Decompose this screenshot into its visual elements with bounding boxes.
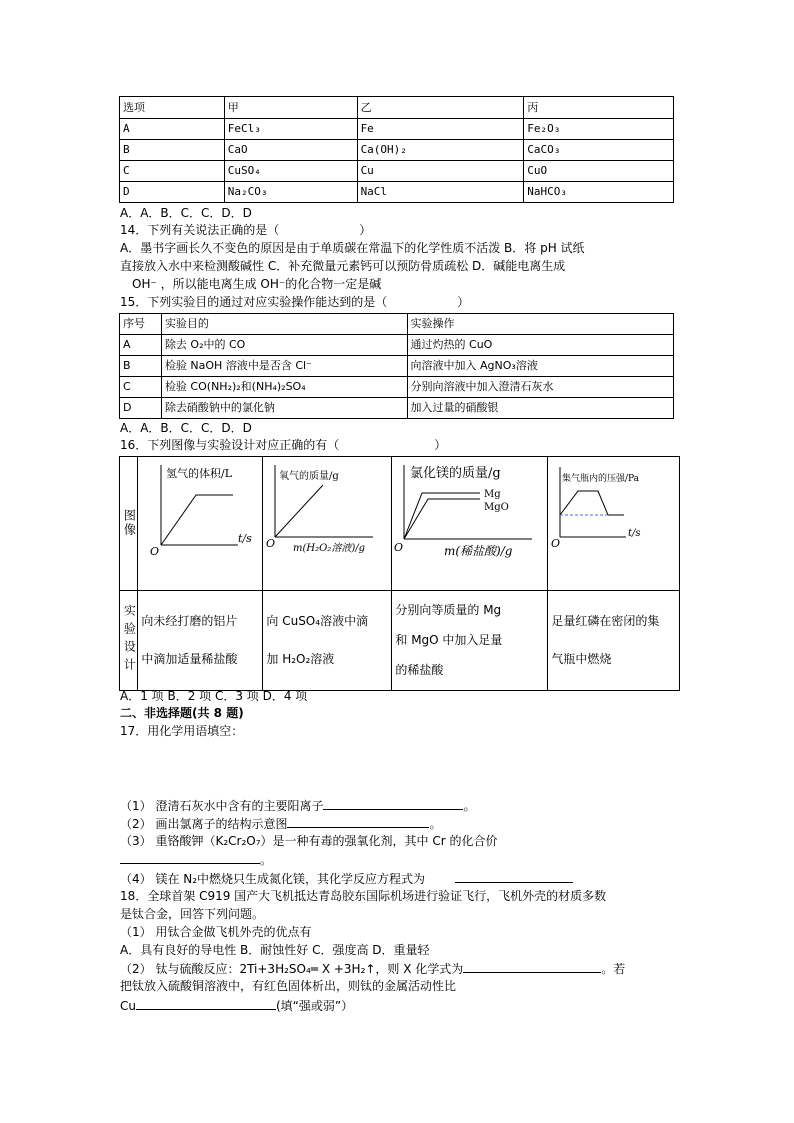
header-cell: 序号 [120, 314, 162, 335]
table-cell: 向溶液中加入 AgNO₃溶液 [407, 356, 673, 377]
design-cell-1 [138, 590, 263, 690]
design-text: 向未经打磨的铝片 [141, 614, 238, 629]
table-cell: A [120, 119, 225, 140]
design-text: 足量红磷在密闭的集 [551, 614, 660, 629]
header-cell: 甲 [224, 97, 357, 119]
q18-cu: Cu [120, 999, 136, 1013]
table-row [120, 161, 674, 182]
table-row [120, 377, 674, 398]
design-text: 中滴加适量稀盐酸 [141, 652, 238, 667]
section-heading: 二、非选择题(共 8 题) [120, 706, 244, 720]
answer-blank[interactable] [323, 797, 463, 810]
answer-blank[interactable] [120, 851, 260, 864]
header-cell: 乙 [357, 97, 524, 119]
graph-3 [392, 457, 547, 585]
answer-blank[interactable] [463, 960, 601, 973]
graph-4 [548, 457, 679, 585]
table-cell: FeCl₃ [224, 119, 357, 140]
period: 。 [429, 817, 442, 831]
q16-options: A．1 项 B．2 项 C．3 项 D．4 项 [120, 689, 308, 703]
table-cell: NaCl [357, 182, 524, 203]
table-cell: 除去硝酸钠中的氯化钠 [161, 398, 407, 419]
graph-row [120, 457, 680, 591]
q17-part3-answer [120, 851, 680, 869]
header-cell: 选项 [120, 97, 225, 119]
period: 。 [260, 853, 273, 867]
q17-part1-text: （1） 澄清石灰水中含有的主要阳离子 [120, 799, 324, 813]
q17-part3: （3） 重铬酸钾（K₂Cr₂O₇）是一种有毒的强氧化剂，其中 Cr 的化合价 [120, 834, 498, 848]
q16-table [119, 456, 680, 691]
q17-stem: 17．用化学用语填空： [120, 724, 244, 738]
table-row [120, 335, 674, 356]
series-label-mgo: MgO [484, 502, 510, 513]
table-header-row [120, 97, 674, 119]
q18-part1-options: A．具有良好的导电性 B．耐蚀性好 C．强度高 D．重量轻 [120, 943, 430, 957]
q15-stem [120, 294, 680, 311]
q17-part2-text: （2） 画出氯离子的结构示意图 [120, 817, 288, 831]
table-cell: CaCO₃ [524, 140, 674, 161]
x-label: t/s [628, 528, 641, 539]
q14-line1: A．墨书字画长久不变色的原因是由于单质碳在常温下的化学性质不活泼 B．将 pH 试纸 [120, 241, 585, 255]
origin-label: O [266, 537, 276, 550]
graph-cell-2 [263, 457, 392, 591]
q13-options: A．A．B．C．C．D．D [120, 206, 252, 220]
answer-blank[interactable] [287, 815, 429, 828]
table-cell: Fe₂O₃ [524, 119, 674, 140]
table-cell: 分别向溶液中加入澄清石灰水 [407, 377, 673, 398]
y-label: 氧气的质量/g [279, 471, 340, 482]
row-label-graph: 图像 [120, 457, 138, 591]
series-label-mg: Mg [484, 489, 502, 500]
table-cell: 检验 CO(NH₂)₂和(NH₄)₂SO₄ [161, 377, 407, 398]
graph-cell-3 [392, 457, 548, 591]
q18-part2-line2: 把钛放入硫酸铜溶液中，有红色固体析出，则钛的金属活动性比 [120, 979, 457, 993]
row-label-design: 实验设计 [120, 590, 138, 690]
table-cell: 检验 NaOH 溶液中是否含 Cl⁻ [161, 356, 407, 377]
y-label: 集气瓶内的压强/Pa [562, 474, 640, 484]
q16-stem [120, 437, 680, 454]
design-text: 分别向等质量的 Mg [395, 603, 502, 618]
header-cell: 丙 [524, 97, 674, 119]
q15-table [119, 313, 674, 419]
table-cell: CuSO₄ [224, 161, 357, 182]
q15-stem-text: 15．下列实验目的通过对应实验操作能达到的是（ [120, 295, 388, 309]
x-label: m(H₂O₂溶液)/g [293, 543, 366, 554]
x-label: m(稀盐酸)/g [444, 544, 513, 558]
design-text: 加 H₂O₂溶液 [266, 652, 335, 667]
header-cell: 实验操作 [407, 314, 673, 335]
graph-2 [263, 457, 391, 585]
origin-label: O [394, 541, 404, 554]
design-cell-4 [548, 590, 680, 690]
q14-line2: 直接放入水中来检测酸碱性 C．补充微量元素钙可以预防骨质疏松 D．碱能电离生成 [120, 259, 566, 273]
curve-mg [404, 493, 480, 539]
q16-stem-end: ） [434, 438, 447, 452]
q15-options: A．A．B．C．C．D．D [120, 421, 252, 435]
q17-part4 [120, 870, 680, 888]
graph-1 [138, 457, 262, 585]
table-cell: C [120, 161, 225, 182]
table-cell: CaO [224, 140, 357, 161]
table-row [120, 182, 674, 203]
q17-part1 [120, 797, 680, 815]
table-cell: NaHCO₃ [524, 182, 674, 203]
design-text: 的稀盐酸 [395, 663, 444, 678]
q18-part2 [120, 960, 680, 978]
curve-mgo [404, 499, 480, 539]
design-text: 和 MgO 中加入足量 [395, 633, 503, 648]
q17-part2 [120, 815, 680, 833]
q13-table [119, 96, 674, 203]
table-cell: A [120, 335, 162, 356]
origin-label: O [150, 545, 160, 558]
header-cell: 实验目的 [161, 314, 407, 335]
q18-part2-text: （2） 钛与硫酸反应：2Ti+3H₂SO₄═ X +3H₂↑，则 X 化学式为 [120, 962, 464, 976]
table-cell: Cu [357, 161, 524, 182]
table-cell: 通过灼热的 CuO [407, 335, 673, 356]
y-label: 氯化镁的质量/g [410, 466, 502, 481]
q17-part4-text: （4） 镁在 N₂中燃烧只生成氮化镁，其化学反应方程式为 [120, 872, 426, 886]
answer-blank[interactable] [455, 870, 573, 883]
design-cell-3 [392, 590, 548, 690]
q18-part1: （1） 用钛合金做飞机外壳的优点有 [120, 925, 312, 939]
answer-blank[interactable] [136, 997, 276, 1010]
table-row [120, 398, 674, 419]
table-cell: 加入过量的硝酸银 [407, 398, 673, 419]
q14-line3: OH⁻ ，所以能电离生成 OH⁻的化合物一定是碱 [132, 277, 382, 291]
table-cell: D [120, 398, 162, 419]
table-cell: B [120, 356, 162, 377]
table-cell: Fe [357, 119, 524, 140]
graph-cell-1 [138, 457, 263, 591]
q18-part2-end: 。若 [601, 962, 626, 976]
curve-hydrogen [161, 495, 233, 545]
curve-pressure [560, 491, 624, 515]
design-text: 向 CuSO₄溶液中滴 [266, 614, 369, 629]
curve-oxygen [275, 485, 323, 537]
table-row [120, 356, 674, 377]
table-row [120, 140, 674, 161]
y-label: 氢气的体积/L [166, 467, 233, 480]
table-cell: Na₂CO₃ [224, 182, 357, 203]
table-cell: CuO [524, 161, 674, 182]
table-cell: D [120, 182, 225, 203]
x-label: t/s [238, 532, 253, 545]
q18-part2-line3 [120, 997, 680, 1015]
table-row [120, 119, 674, 140]
q18-fill-hint: (填“强或弱”） [275, 999, 354, 1013]
table-cell: C [120, 377, 162, 398]
table-cell: B [120, 140, 225, 161]
origin-label: O [551, 537, 561, 550]
table-cell: Ca(OH)₂ [357, 140, 524, 161]
period: 。 [463, 799, 476, 813]
design-cell-2 [263, 590, 392, 690]
q18-stem-2: 是钛合金，回答下列问题。 [120, 907, 265, 921]
graph-cell-4 [548, 457, 680, 591]
design-row [120, 590, 680, 690]
q14-stem-text: 14．下列有关说法正确的是（ [120, 223, 280, 237]
q14-stem [120, 222, 680, 239]
q15-stem-end: ） [457, 295, 470, 309]
q14-stem-end: ） [359, 223, 372, 237]
q16-stem-text: 16．下列图像与实验设计对应正确的有（ [120, 438, 340, 452]
q18-stem-1: 18．全球首架 C919 国产大飞机抵达青岛胶东国际机场进行验证飞行，飞机外壳的材质多数 [120, 889, 607, 903]
table-cell: 除去 O₂中的 CO [161, 335, 407, 356]
design-text: 气瓶中燃烧 [551, 652, 612, 667]
table-header-row [120, 314, 674, 335]
